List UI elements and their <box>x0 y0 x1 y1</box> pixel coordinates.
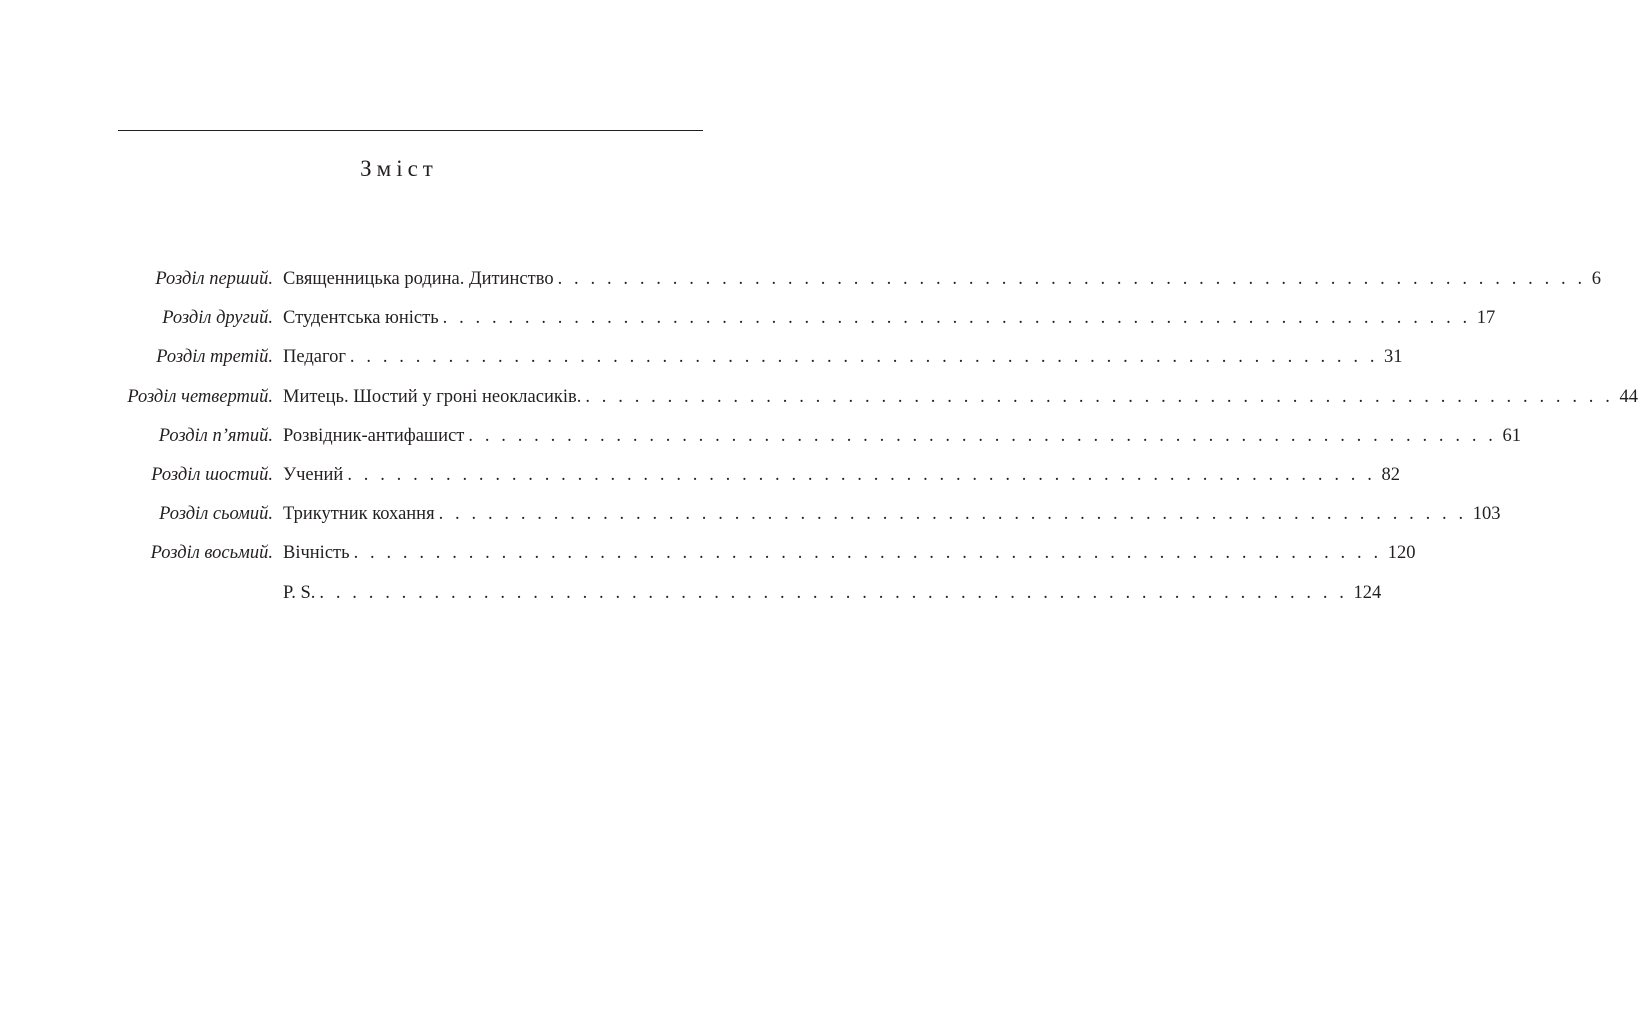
entry-title: Педагог <box>283 347 346 368</box>
toc-row <box>118 578 1382 617</box>
page-number: 82 <box>1381 464 1400 485</box>
dot-leader: . . . . . . . . . . . . . . . . . . . . . . . . . . . . . . . . . . . . . . . . . . . . . . . . . . . . . . . . . . . . . . . <box>347 464 1376 485</box>
toc-row <box>118 421 1521 460</box>
toc-entry <box>283 342 1403 372</box>
toc-entry <box>283 421 1521 451</box>
toc-entry <box>283 382 1638 412</box>
page-number: 17 <box>1476 308 1496 329</box>
toc-entry <box>283 303 1496 333</box>
header-rule <box>118 130 703 131</box>
page-number: 31 <box>1384 347 1403 368</box>
entry-title: Митець. Шостий у гроні неокласиків. <box>283 386 582 407</box>
chapter-label: Розділ восьмий. <box>150 543 273 564</box>
toc-entry <box>283 264 1601 294</box>
page-number: 124 <box>1353 582 1382 603</box>
entry-title: Трикутник кохання <box>283 504 435 525</box>
dot-leader: . . . . . . . . . . . . . . . . . . . . . . . . . . . . . . . . . . . . . . . . . . . . . . . . . . . . . . . . . . . . . . . <box>442 308 1471 329</box>
dot-leader: . . . . . . . . . . . . . . . . . . . . . . . . . . . . . . . . . . . . . . . . . . . . . . . . . . . . . . . . . . . . . . . <box>557 269 1586 289</box>
entry-title: Розвідник-антифашист <box>283 425 465 446</box>
table-of-contents <box>118 264 1638 617</box>
entry-title: Вічність <box>283 543 350 564</box>
page-number: 6 <box>1591 269 1601 289</box>
chapter-label: Розділ четвертий. <box>127 386 273 407</box>
dot-leader: . . . . . . . . . . . . . . . . . . . . . . . . . . . . . . . . . . . . . . . . . . . . . . . . . . . . . . . . . . . . . . . <box>438 504 1467 525</box>
dot-leader: . . . . . . . . . . . . . . . . . . . . . . . . . . . . . . . . . . . . . . . . . . . . . . . . . . . . . . . . . . . . . . . <box>468 425 1497 446</box>
toc-entry <box>283 460 1400 490</box>
chapter-label: Розділ сьомий. <box>159 504 273 525</box>
entry-title: P. S. <box>283 582 316 603</box>
toc-entry <box>283 578 1382 608</box>
dot-leader: . . . . . . . . . . . . . . . . . . . . . . . . . . . . . . . . . . . . . . . . . . . . . . . . . . . . . . . . . . . . . . . <box>353 543 1382 564</box>
entry-title: Учений <box>283 464 344 485</box>
dot-leader: . . . . . . . . . . . . . . . . . . . . . . . . . . . . . . . . . . . . . . . . . . . . . . . . . . . . . . . . . . . . . . . <box>585 386 1614 407</box>
chapter-label: Розділ перший. <box>155 269 273 289</box>
toc-entry <box>283 499 1501 529</box>
toc-row <box>118 382 1638 421</box>
page-number: 61 <box>1502 425 1521 446</box>
toc-row <box>118 499 1501 538</box>
chapter-label: Розділ третій. <box>156 347 273 368</box>
dot-leader: . . . . . . . . . . . . . . . . . . . . . . . . . . . . . . . . . . . . . . . . . . . . . . . . . . . . . . . . . . . . . . . <box>349 347 1379 368</box>
toc-row <box>118 264 1601 303</box>
entry-title: Священницька родина. Дитинство <box>283 269 554 289</box>
chapter-label: Розділ другий. <box>162 308 273 329</box>
chapter-label: Розділ шостий. <box>151 464 273 485</box>
page-number: 103 <box>1472 504 1501 525</box>
page-title: Зміст <box>360 156 438 181</box>
toc-row <box>118 460 1400 499</box>
page-number: 44 <box>1619 386 1638 407</box>
dot-leader: . . . . . . . . . . . . . . . . . . . . . . . . . . . . . . . . . . . . . . . . . . . . . . . . . . . . . . . . . . . . . . . <box>319 582 1348 603</box>
toc-row <box>118 538 1416 577</box>
toc-row <box>118 303 1496 342</box>
entry-title: Студентська юність <box>283 308 439 329</box>
toc-entry <box>283 538 1416 568</box>
page-number: 120 <box>1387 543 1416 564</box>
toc-row <box>118 342 1403 381</box>
chapter-label: Розділ п’ятий. <box>158 425 273 446</box>
